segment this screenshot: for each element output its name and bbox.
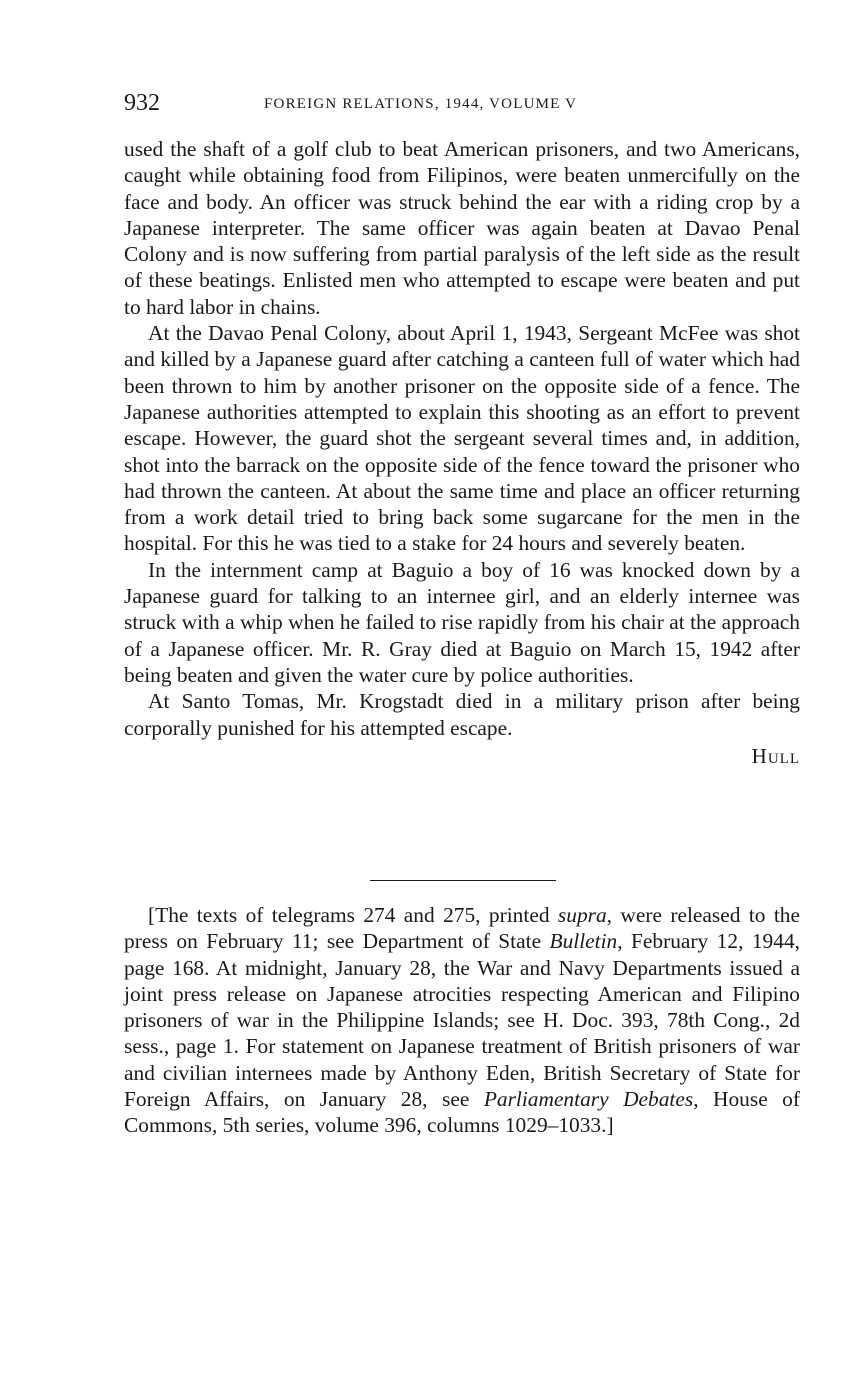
page-header (124, 90, 800, 120)
note-italic-supra: supra (557, 903, 607, 927)
paragraph: In the internment camp at Baguio a boy of 16 was knocked down by a Japanese guard for talking to an internee girl, and an elderly internee was struck with a whip when he failed to rise rapidly from his chair at the approach of a Japanese officer. Mr. R. Gray died at Baguio on March 15, 1942 after being beaten and given the water cure by police authorities. (124, 557, 800, 687)
page-number: 932 (124, 90, 160, 116)
note-text: , February 12, 1944, page 168. At midnight, January 28, the War and Navy Departments issued a joint press release on Japanese atrocities respecting American and Filipino prisoners of war in the Philippine Islands; see H. Doc. 393, 78th Cong., 2d sess., page 1. For statement on Japanese treatment of British prisoners of war and civilian internees made by Anthony Eden, British Secretary of State for Foreign Affairs, on January 28, see (124, 929, 800, 1112)
note-text: , were released to the press on February 11; see Department of State (124, 903, 800, 954)
note-italic-bulletin: Bulletin (549, 929, 618, 954)
signature: Hull (751, 743, 800, 768)
editorial-note-text (124, 902, 800, 1139)
note-text: , House of Commons, 5th series, volume 396, columns 1029–1033.] (124, 1087, 800, 1138)
note-italic-parliamentary-debates: Parliamentary Debates (483, 1087, 694, 1112)
body-text (124, 136, 800, 769)
paragraph: used the shaft of a golf club to beat American prisoners, and two Americans, caught while obtaining food from Filipinos, were beaten unmercifully on the face and body. An officer was struck behind the ear with a riding crop by a Japanese interpreter. The same officer was again beaten at Davao Penal Colony and is now suffering from partial paralysis of the left side as the result of these beatings. Enlisted men who attempted to escape were beaten and put to hard labor in chains. (124, 137, 800, 319)
editorial-note (124, 902, 800, 1139)
section-divider (370, 880, 556, 881)
paragraph: At the Davao Penal Colony, about April 1, 1943, Sergeant McFee was shot and killed by a Japanese guard after catching a canteen full of water which had been thrown to him by another prisoner on the opposite side of a fence. The Japanese authorities attempted to explain this shooting as an effort to prevent escape. However, the guard shot the sergeant several times and, in addition, shot into the barrack on the opposite side of the fence toward the prisoner who had thrown the canteen. At about the same time and place an officer returning from a work detail tried to bring back some sugarcane for the men in the hospital. For this he was tied to a stake for 24 hours and severely beaten. (124, 321, 800, 556)
note-text: [The texts of telegrams 274 and 275, printed (148, 903, 558, 927)
paragraph: At Santo Tomas, Mr. Krogstadt died in a military prison after being corporally punished for his attempted escape. (124, 689, 800, 740)
running-title: FOREIGN RELATIONS, 1944, VOLUME V (264, 96, 578, 112)
